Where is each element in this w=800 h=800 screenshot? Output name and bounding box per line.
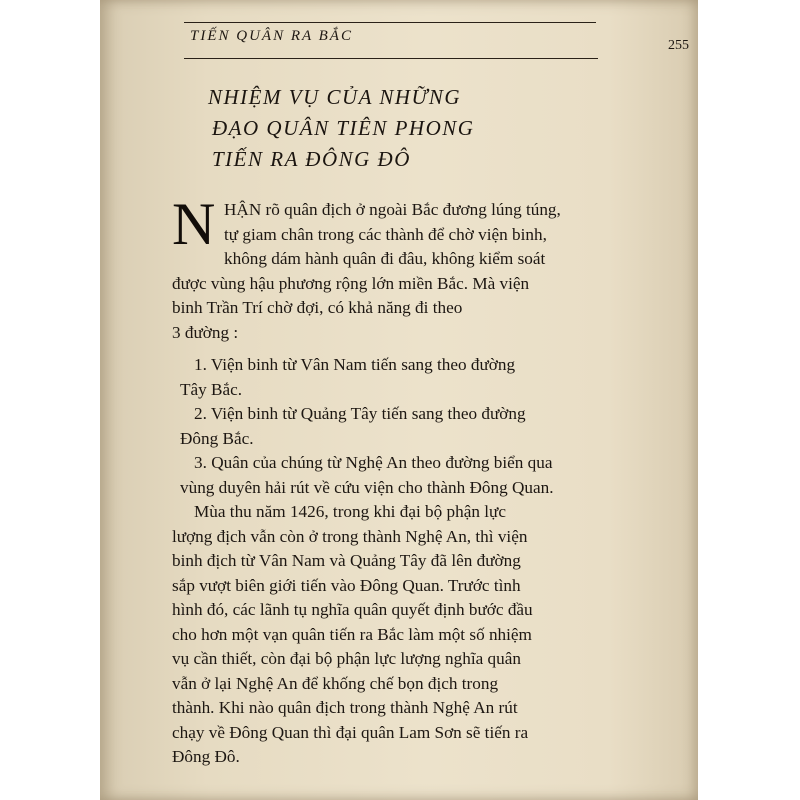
text-line: vẫn ở lại Nghệ An để khống chế bọn địch trong (172, 673, 499, 693)
text-line: Đông Bắc. (180, 428, 254, 448)
text-line: HẬN rõ quân địch ở ngoài Bắc đương lúng túng, (224, 200, 561, 219)
text-line: chạy về Đông Quan thì đại quân Lam Sơn sẽ tiến ra (172, 722, 529, 742)
drop-cap: N (172, 191, 216, 257)
running-head-rule-top (184, 22, 596, 23)
text-line: sắp vượt biên giới tiến vào Đông Quan. Trước tình (172, 575, 521, 595)
running-head-rule-bottom (184, 58, 598, 59)
running-head (184, 22, 688, 60)
text-line: vùng duyên hải rút về cứu viện cho thành Đông Quan. (180, 477, 554, 497)
text-line: binh địch từ Vân Nam và Quảng Tây đã lên đường (172, 551, 521, 570)
chapter-title-line-1: NHIỆM VỤ CỦA NHỮNG (208, 85, 462, 109)
page-number: 255 (668, 38, 689, 53)
text-line: Tây Bắc. (180, 379, 243, 399)
chapter-title (208, 82, 538, 175)
text-line: 3 đường : (172, 322, 239, 342)
text-line: được vùng hậu phương rộng lớn miền Bắc. Mà viện (172, 273, 530, 293)
text-line: lượng địch vẫn còn ở trong thành Nghệ An, thì viện (172, 526, 528, 546)
text-line: cho hơn một vạn quân tiến ra Bắc làm một số nhiệm (172, 624, 532, 644)
chapter-title-line-3: TIẾN RA ĐÔNG ĐÔ (212, 147, 411, 171)
text-line: 1. Viện binh từ Vân Nam tiến sang theo đường (194, 355, 516, 374)
chapter-title-line-2: ĐẠO QUÂN TIÊN PHONG (212, 116, 475, 140)
text-line: tự giam chân trong các thành để chờ viện binh, (224, 224, 547, 244)
running-head-title: TIẾN QUÂN RA BẮC (190, 28, 353, 44)
text-line: vụ cần thiết, còn đại bộ phận lực lượng nghĩa quân (172, 649, 521, 668)
text-line: Đông Đô. (172, 747, 240, 766)
text-line: Mùa thu năm 1426, trong khi đại bộ phận lực (194, 502, 506, 521)
text-line: 3. Quân của chúng từ Nghệ An theo đường biển qua (194, 453, 553, 472)
text-line: 2. Viện binh từ Quảng Tây tiến sang theo đường (194, 404, 526, 423)
text-line: binh Trần Trí chờ đợi, có khả năng đi theo (172, 298, 463, 317)
text-line: hình đó, các lãnh tụ nghĩa quân quyết định bước đầu (172, 600, 533, 619)
text-line: không dám hành quân đi đâu, không kiểm soát (224, 249, 546, 268)
text-line: thành. Khi nào quân địch trong thành Nghệ An rút (172, 698, 518, 717)
body-text (172, 191, 596, 770)
book-page (100, 0, 698, 800)
